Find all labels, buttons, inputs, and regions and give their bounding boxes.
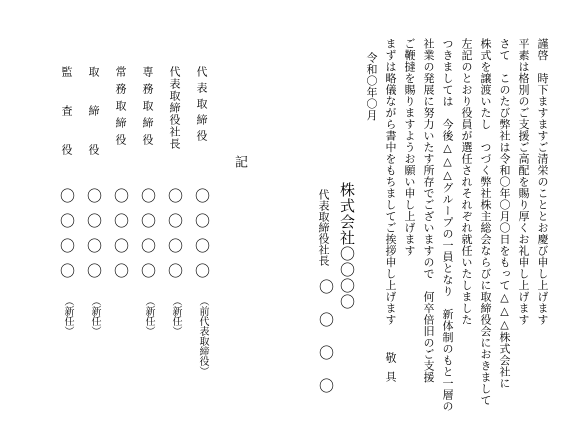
sender-title: 代表取締役社長 bbox=[317, 189, 330, 266]
officer-name: 〇〇〇〇 bbox=[112, 188, 130, 288]
officer-role: 専務取締役 bbox=[141, 66, 154, 151]
letter-line: 謹啓 時下ますますご清栄のこととお慶び申し上げます bbox=[536, 38, 549, 326]
letter-line: つきましては 今後△△△グループの一員となり 新体制のもと一層の bbox=[441, 38, 454, 412]
letter-line: まずは略儀ながら書中をもちましてご挨拶申し上げます bbox=[384, 38, 397, 326]
officer-role: 常務取締役 bbox=[114, 66, 127, 151]
officer-name: 〇〇〇〇 bbox=[85, 188, 103, 288]
officer-role: 代表取締役社長 bbox=[168, 66, 181, 150]
ki-heading: 記 bbox=[232, 155, 247, 168]
officer-role: 代表取締役 bbox=[195, 66, 208, 146]
letter-line: 株式を譲渡いたし つづく弊社株主総会ならびに取締役会におきまして bbox=[479, 38, 492, 406]
officer-name: 〇〇〇〇 bbox=[58, 188, 76, 288]
sender-company: 株式会社〇〇〇〇 bbox=[338, 182, 356, 310]
closing: 敬具 bbox=[384, 352, 397, 390]
officer-role: 取締役 bbox=[87, 66, 100, 183]
letter-line: さて このたび弊社は令和〇年〇月〇日をもって△△△株式会社に bbox=[498, 38, 511, 389]
officer-name: 〇〇〇〇 bbox=[139, 188, 157, 288]
letter-line: 平素は格別のご支援ご高配を賜り厚くお礼申し上げます bbox=[517, 38, 530, 326]
letter-line: ご鞭撻を賜りますようお願い申し上げます bbox=[403, 38, 416, 257]
officer-note: （前代表取締役） bbox=[197, 296, 208, 376]
sender-name: 〇〇〇〇 bbox=[317, 279, 335, 411]
officer-note: （新任） bbox=[170, 296, 181, 336]
officer-note: （新任） bbox=[62, 296, 73, 336]
letter-line: 社業の発展に努力いたす所存でございますので 何卒倍旧のご支援 bbox=[422, 38, 435, 383]
officer-role: 監査役 bbox=[60, 66, 73, 183]
officer-name: 〇〇〇〇 bbox=[166, 188, 184, 288]
officer-note: （新任） bbox=[89, 296, 100, 336]
officer-note: （新任） bbox=[143, 296, 154, 336]
letter-line: 左記のとおり役員が選任されそれぞれ就任いたしました bbox=[460, 38, 473, 326]
date: 令和〇年〇月 bbox=[365, 52, 378, 121]
officer-name: 〇〇〇〇 bbox=[193, 188, 211, 288]
